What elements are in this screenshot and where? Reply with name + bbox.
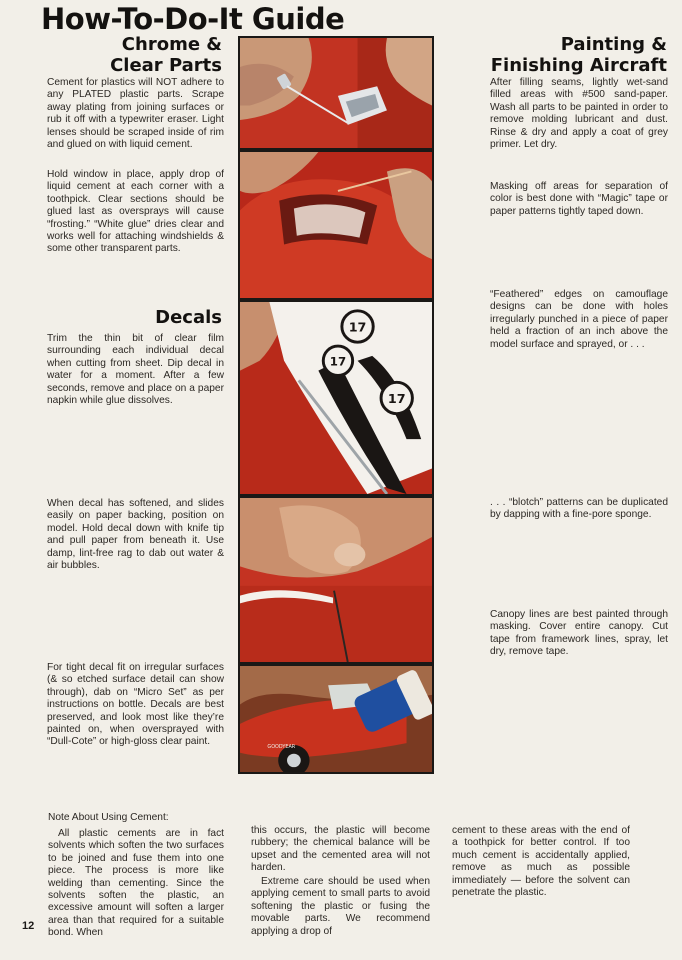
decal-number-2: 17 [329,354,347,369]
note-column-2a: this occurs, the plastic will become rubbery; the chemical balance will be upset and the cemented area will not harden. [251,825,430,874]
photo-decal-application [238,300,434,496]
decals-paragraph-1: Trim the thin bit of clear film surrounding each individual decal when cutting from sheet. Dip decal in water for a moment. After a few seconds, remove and place on a paper napkin while glue dissolves. [47,333,224,407]
painting-paragraph-2: Masking off areas for separation of color is best done with “Magic” tape or paper patterns tightly taped down. [490,181,668,217]
chrome-heading [80,34,222,76]
photo-microset-bottle [238,664,434,774]
page-number: 12 [22,920,35,932]
painting-paragraph-3: “Feathered” edges on camouflage designs can be done with holes irregularly punched in a piece of paper held a fraction of an inch above the model surface and sprayed, or . . . [490,289,668,350]
decal-number-1: 17 [348,320,367,336]
decal-number-3: 17 [387,391,406,407]
painting-heading-line2: Finishing Aircraft [490,55,667,76]
note-column-2b: Extreme care should be used when applying cement to small parts to avoid softening the plastic or fusing the movable parts. We recommend applying a drop of [251,876,430,937]
painting-paragraph-5: Canopy lines are best painted through masking. Cover entire canopy. Cut tape from framework lines, spray, let dry, remove tape. [490,609,668,658]
note-column-1: All plastic cements are in fact solvents which soften the two surfaces to be joined and fuse them into one piece. The process is more like welding than cementing. Since the solvents soften the plastic, an excessive amount will soften a larger area than that required for a suitable bond. When [48,828,224,939]
decals-heading: Decals [155,307,222,328]
page-title: How-To-Do-It Guide [41,2,345,36]
chrome-paragraph-1: Cement for plastics will NOT adhere to any PLATED plastic parts. Scrape away plating from joining surfaces or rub it off with a typewriter eraser. Light lenses should be scraped inside of rim and glued on with liquid cement. [47,77,224,151]
photo-window-cement [238,150,434,300]
chrome-heading-line2: Clear Parts [110,55,222,76]
note-column-3: cement to these areas with the end of a toothpick for better control. If too much cement is accidentally applied, remove as much as possible immediately — before the solvent can penetrate the plastic. [452,825,630,899]
painting-paragraph-1: After filling seams, lightly wet-sand filled areas with #500 sand-paper. Wash all parts to be painted in order to remove molding lubricant and dust. Rinse & dry and apply a coat of grey primer. Let dry. [490,77,668,151]
decals-paragraph-2: When decal has softened, and slides easily on paper backing, position on model. Hold decal down with knife tip and pull paper from beneath it. Use damp, lint-free rag to dab out water & air bubbles. [47,498,224,572]
photo-chrome-scraping [238,36,434,150]
note-heading: Note About Using Cement: [48,812,169,823]
painting-paragraph-4: . . . “blotch” patterns can be duplicated by dapping with a fine-pore sponge. [490,497,668,521]
chrome-paragraph-2: Hold window in place, apply drop of liquid cement at each corner with a toothpick. Clear sections should be glued last as oversprays will cause “frosting.” “White glue” dries clear and works well for attaching windshields & some other transparent parts. [47,169,224,255]
painting-heading-line1: Painting & [560,34,667,55]
photo-decal-positioning [238,496,434,664]
tire-text: GOODYEAR [267,743,296,750]
painting-heading [452,34,667,76]
decals-paragraph-3: For tight decal fit on irregular surfaces (& so etched surface detail can show through), dab on “Micro Set” as per instructions on bottle. Decals are best preserved, and look most like they’re painted on, when oversprayed with “Dull-Cote” or high-gloss clear paint. [47,662,224,748]
chrome-heading-line1: Chrome & [121,34,222,55]
